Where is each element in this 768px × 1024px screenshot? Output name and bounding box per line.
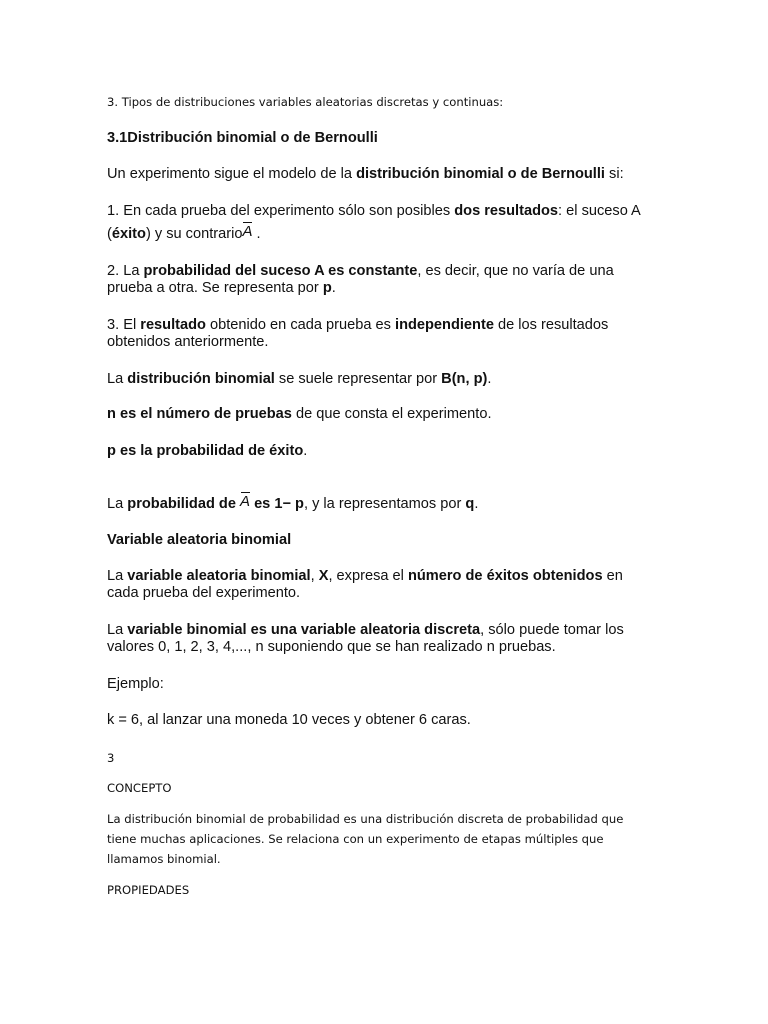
q-definition: La probabilidad de A es 1− p, y la representamos por q. [107, 493, 479, 512]
concept-text-line-2: tiene muchas aplicaciones. Se relaciona con un experimento de etapas múltiples que [107, 832, 604, 846]
section-number: 3 [107, 751, 115, 765]
complement-a-symbol: A [242, 223, 253, 240]
concept-text-line-1: La distribución binomial de probabilidad es una distribución discreta de probabilidad que [107, 812, 624, 826]
variable-def-line-1: La variable aleatoria binomial, X, expresa el número de éxitos obtenidos en [107, 568, 623, 584]
example-text: k = 6, al lanzar una moneda 10 veces y obtener 6 caras. [107, 712, 471, 728]
section-title: 3.1Distribución binomial o de Bernoulli [107, 130, 378, 146]
discrete-line-1: La variable binomial es una variable aleatoria discreta, sólo puede tomar los [107, 622, 624, 638]
item-3-line-2: obtenidos anteriormente. [107, 334, 269, 350]
document-header: 3. Tipos de distribuciones variables aleatorias discretas y continuas: [107, 95, 504, 109]
concept-text-line-3: llamamos binomial. [107, 852, 221, 866]
representation-paragraph: La distribución binomial se suele representar por B(n, p). [107, 371, 492, 387]
properties-title: PROPIEDADES [107, 883, 190, 897]
variable-section-title: Variable aleatoria binomial [107, 532, 292, 548]
complement-a-symbol: A [240, 493, 251, 510]
item-3-line-1: 3. El resultado obtenido en cada prueba es independiente de los resultados [107, 317, 609, 333]
p-definition: p es la probabilidad de éxito. [107, 443, 308, 459]
item-2-line-2: prueba a otra. Se representa por p. [107, 280, 336, 296]
item-2-line-1: 2. La probabilidad del suceso A es constante, es decir, que no varía de una [107, 263, 614, 279]
n-definition: n es el número de pruebas de que consta el experimento. [107, 406, 492, 422]
item-1-line-1: 1. En cada prueba del experimento sólo son posibles dos resultados: el suceso A [107, 203, 641, 219]
example-label: Ejemplo: [107, 676, 164, 692]
item-1-line-2: (éxito) y su contrarioA . [107, 223, 261, 242]
discrete-line-2: valores 0, 1, 2, 3, 4,..., n suponiendo que se han realizado n pruebas. [107, 639, 556, 655]
variable-def-line-2: cada prueba del experimento. [107, 585, 301, 601]
intro-paragraph: Un experimento sigue el modelo de la distribución binomial o de Bernoulli si: [107, 166, 624, 182]
concept-title: CONCEPTO [107, 781, 172, 795]
